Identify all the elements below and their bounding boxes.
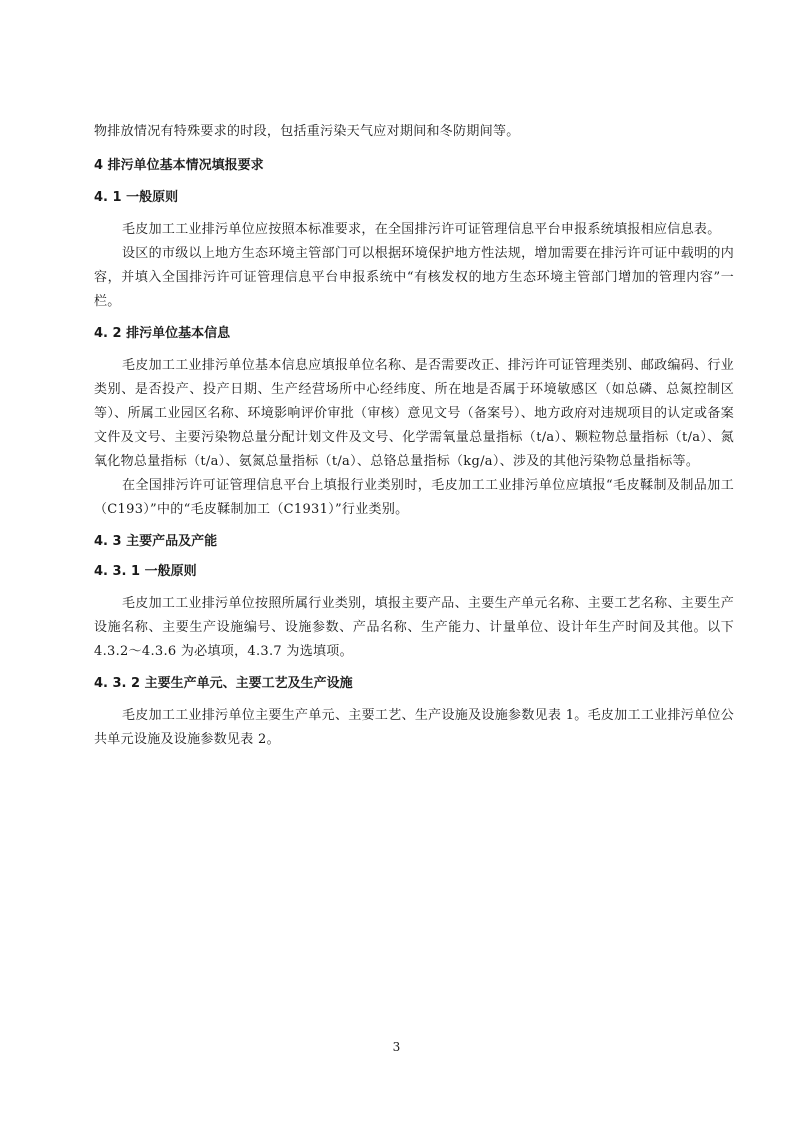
section-4-1-heading: 4. 1 一般原则: [94, 190, 179, 205]
page-number: 3: [392, 1040, 401, 1054]
section-4-3-1-heading: 4. 3. 1 一般原则: [94, 564, 197, 579]
section-4-2-heading: 4. 2 排污单位基本信息: [94, 326, 231, 341]
continuation-paragraph: 物排放情况有特殊要求的时段，包括重污染天气应对期间和冬防期间等。: [94, 124, 520, 139]
section-4-3-heading: 4. 3 主要产品及产能: [94, 534, 218, 549]
section-4-3-1-paragraph: 毛皮加工工业排污单位按照所属行业类别，填报主要产品、主要生产单元名称、主要工艺名称、主要生产设施名称、主要生产设施编号、设施参数、产品名称、生产能力、计量单位、设计年生产时间及其他。以下 4.3.2～4.3.6 为必填项，4.3.7 为选填项。: [94, 596, 734, 659]
section-4-2-paragraph-2: 在全国排污许可证管理信息平台上填报行业类别时，毛皮加工工业排污单位应填报“毛皮鞣制及制品加工（C193）”中的“毛皮鞣制加工（C1931）”行业类别。: [94, 478, 734, 517]
section-4-3-2-heading: 4. 3. 2 主要生产单元、主要工艺及生产设施: [94, 676, 353, 691]
section-4-1-paragraph-2: 设区的市级以上地方生态环境主管部门可以根据环境保护地方性法规，增加需要在排污许可证中载明的内容，并填入全国排污许可证管理信息平台申报系统中“有核发权的地方生态环境主管部门增加的管理内容”一栏。: [94, 246, 734, 309]
section-4-2-paragraph-1: 毛皮加工工业排污单位基本信息应填报单位名称、是否需要改正、排污许可证管理类别、邮政编码、行业类别、是否投产、投产日期、生产经营场所中心经纬度、所在地是否属于环境敏感区（如总磷、总氮控制区等）、所属工业园区名称、环境影响评价审批（审核）意见文号（备案号）、地方政府对违规项目的认定或备案文件及文号、主要污染物总量分配计划文件及文号、化学需氧量总量指标（t/a）、颗粒物总量指标（t/a）、氮氧化物总量指标（t/a）、氨氮总量指标（t/a）、总铬总量指标（kg/a）、涉及的其他污染物总量指标等。: [94, 358, 734, 469]
section-4-heading: 4 排污单位基本情况填报要求: [94, 158, 264, 173]
document-body: [94, 120, 734, 752]
section-4-3-2-paragraph: 毛皮加工工业排污单位主要生产单元、主要工艺、生产设施及设施参数见表 1。毛皮加工工业排污单位公共单元设施及设施参数见表 2。: [94, 708, 734, 747]
section-4-1-paragraph-1: 毛皮加工工业排污单位应按照本标准要求，在全国排污许可证管理信息平台申报系统填报相应信息表。: [122, 222, 721, 237]
